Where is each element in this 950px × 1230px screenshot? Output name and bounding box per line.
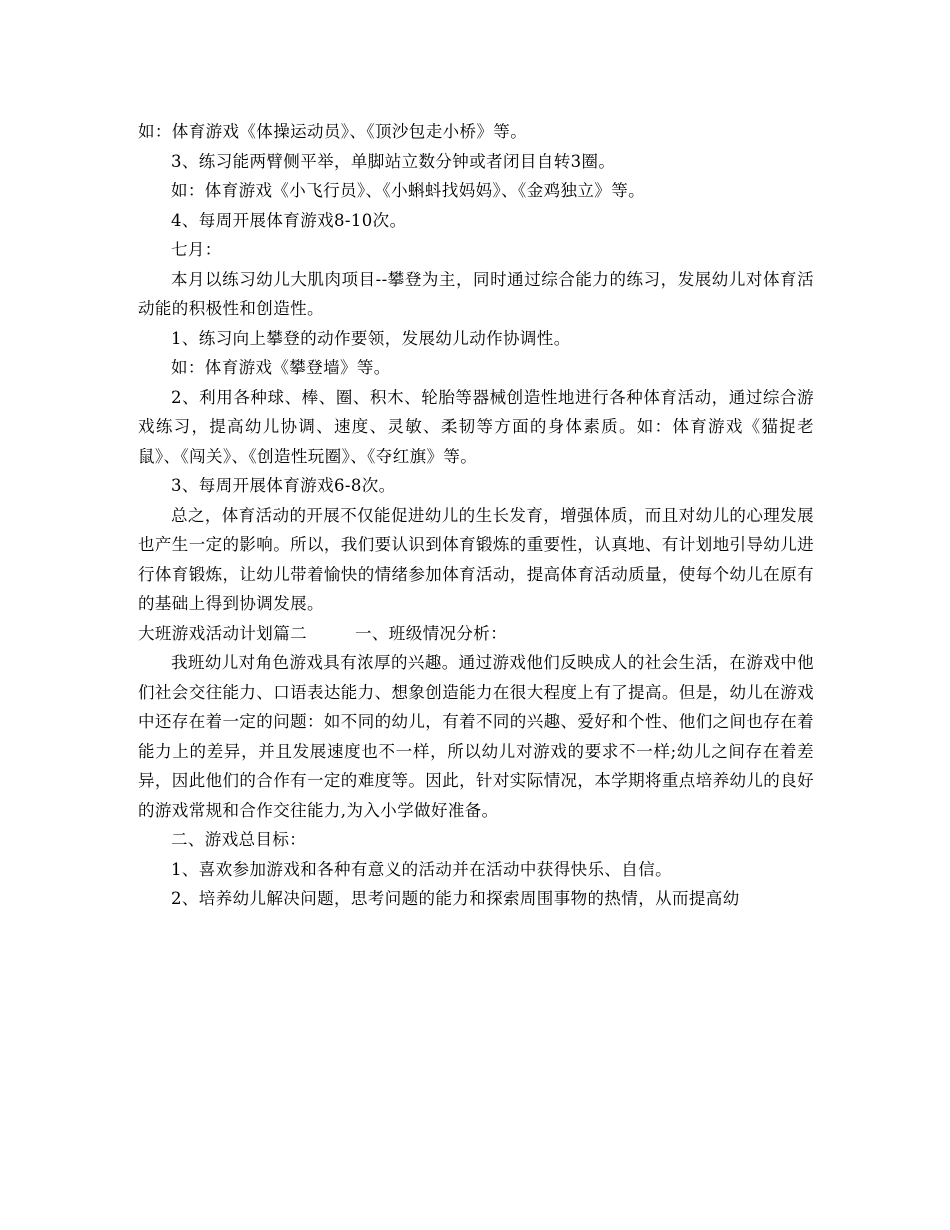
document-body — [138, 117, 814, 914]
paragraph-6: 本月以练习幼儿大肌肉项目--攀登为主，同时通过综合能力的练习，发展幼儿对体育活动能的积极性和创造性。 — [138, 269, 814, 318]
paragraph-9: 2、利用各种球、棒、圈、积木、轮胎等器械创造性地进行各种体育活动，通过综合游戏练习，提高幼儿协调、速度、灵敏、柔韧等方面的身体素质。如：体育游戏《猫捉老鼠》、《闯关》、《创造性玩圈》、《夺红旗》等。 — [138, 387, 814, 466]
section-heading — [138, 619, 814, 649]
paragraph-14: 二、游戏总目标： — [171, 830, 307, 849]
paragraph-2: 3、练习能两臂侧平举，单脚站立数分钟或者闭目自转3圈。 — [171, 151, 616, 171]
section-subtitle: 一、班级情况分析： — [355, 623, 508, 643]
paragraph-11: 总之，体育活动的开展不仅能促进幼儿的生长发育，增强体质，而且对幼儿的心理发展也产生一定的影响。所以，我们要认识到体育锻炼的重要性，认真地、有计划地引导幼儿进行体育锻炼，让幼儿带着愉快的情绪参加体育活动，提高体育活动质量，使每个幼儿在原有的基础上得到协调发展。 — [138, 505, 814, 613]
paragraph-16: 2、培养幼儿解决问题，思考问题的能力和探索周围事物的热情，从而提高幼 — [171, 889, 740, 908]
paragraph-4: 4、每周开展体育游戏8-10次。 — [171, 210, 407, 230]
month-heading-july: 七月： — [171, 240, 222, 259]
paragraph-15: 1、喜欢参加游戏和各种有意义的活动并在活动中获得快乐、自信。 — [171, 859, 672, 879]
paragraph-8: 如：体育游戏《攀登墙》等。 — [171, 358, 391, 377]
paragraph-10: 3、每周开展体育游戏6-8次。 — [171, 476, 396, 495]
paragraph-13: 我班幼儿对角色游戏具有浓厚的兴趣。通过游戏他们反映成人的社会生活，在游戏中他们社会交往能力、口语表达能力、想象创造能力在很大程度上有了提高。但是，幼儿在游戏中还存在着一定的问题：如不同的幼儿，有着不同的兴趣、爱好和个性、他们之间也存在着能力上的差异，并且发展速度也不一样，所以幼儿对游戏的要求不一样;幼儿之间存在着差异，因此他们的合作有一定的难度等。因此，针对实际情况，本学期将重点培养幼儿的良好的游戏常规和合作交往能力,为入小学做好准备。 — [138, 653, 814, 820]
paragraph-1: 如：体育游戏《体操运动员》、《顶沙包走小桥》等。 — [138, 122, 528, 141]
paragraph-7: 1、练习向上攀登的动作要领，发展幼儿动作协调性。 — [171, 328, 571, 348]
paragraph-3: 如：体育游戏《小飞行员》、《小蝌蚪找妈妈》、《金鸡独立》等。 — [171, 181, 645, 200]
section-title: 大班游戏活动计划篇二 — [138, 623, 307, 643]
